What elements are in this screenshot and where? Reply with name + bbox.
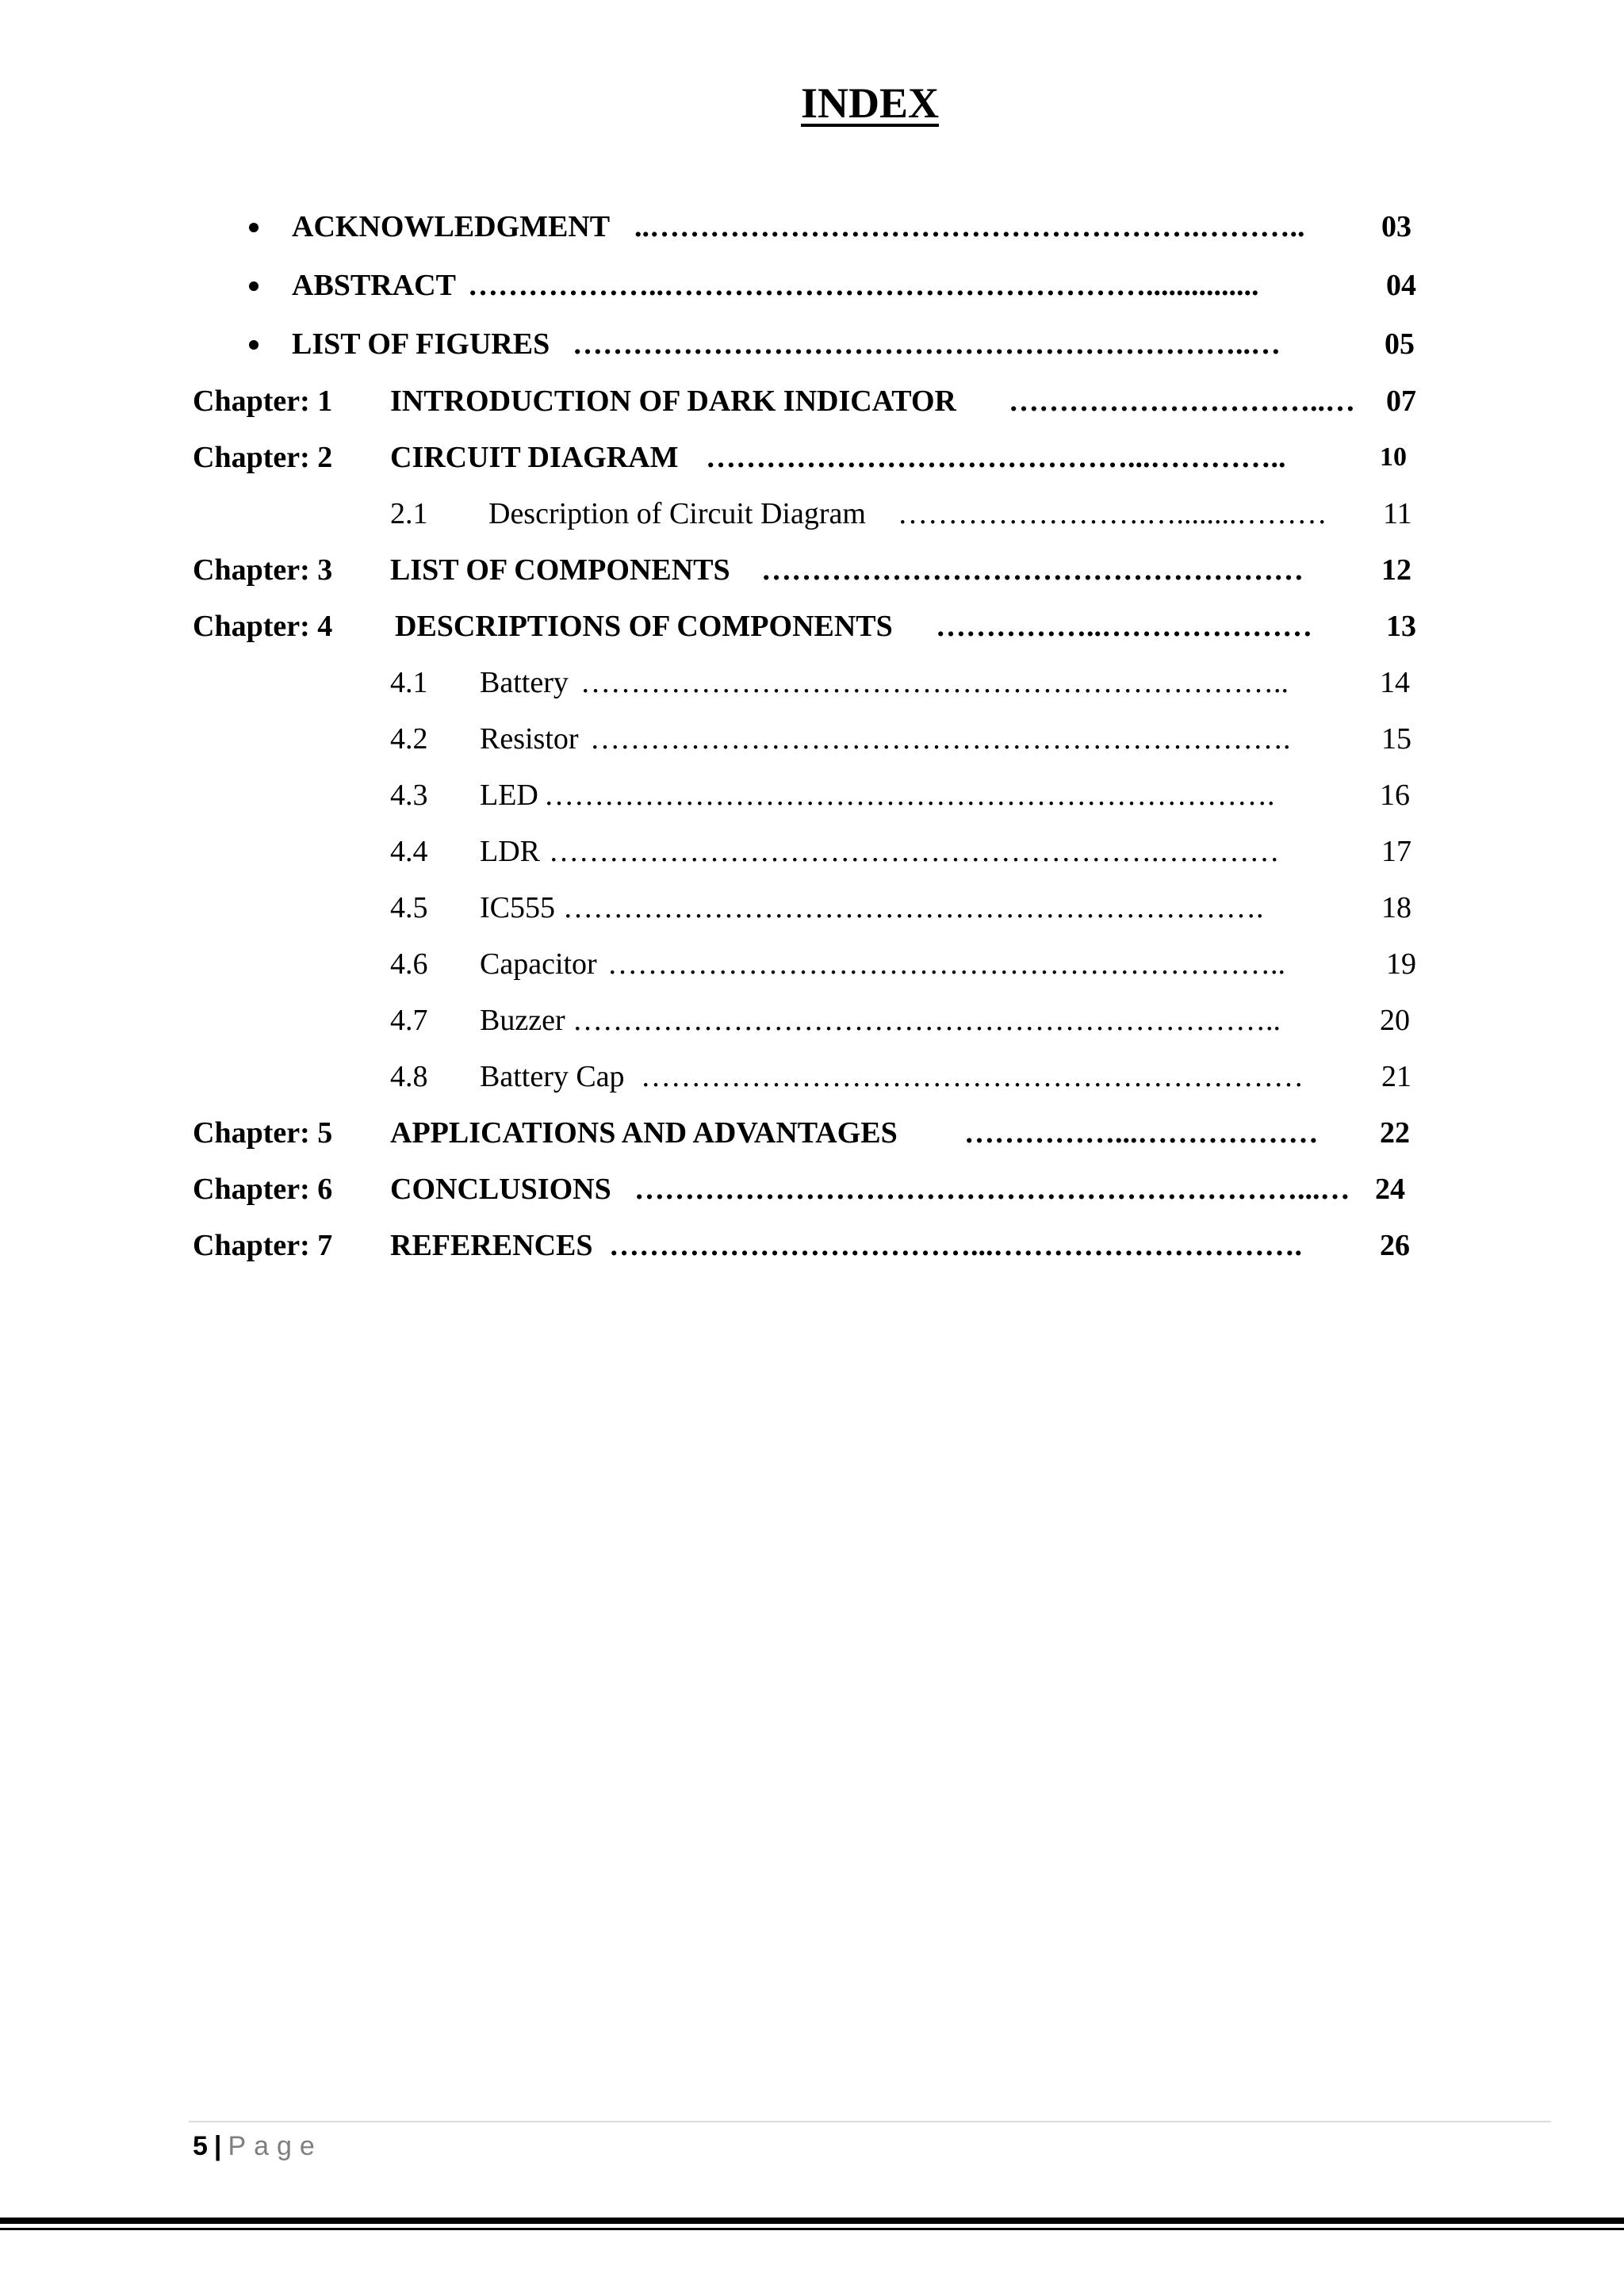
toc-label: Battery Cap bbox=[480, 1060, 625, 1093]
toc-chapter-7 bbox=[0, 1225, 1427, 1266]
toc-label: REFERENCES bbox=[390, 1229, 593, 1262]
toc-section-4-3 bbox=[0, 775, 1427, 816]
bullet-icon bbox=[249, 281, 259, 291]
toc-section-number: 4.8 bbox=[390, 1060, 428, 1093]
toc-label: LIST OF COMPONENTS bbox=[390, 553, 730, 587]
toc-page-number: 10 bbox=[1380, 442, 1407, 472]
toc-leader: ………………..…………………………………………............... bbox=[468, 269, 1259, 302]
toc-label: DESCRIPTIONS OF COMPONENTS bbox=[395, 610, 893, 643]
toc-page-number: 14 bbox=[1380, 666, 1410, 699]
toc-leader: …………………………………………………………...… bbox=[634, 1173, 1350, 1206]
toc-leader: ……………………………………………… bbox=[761, 553, 1304, 587]
toc-label: Buzzer bbox=[480, 1004, 565, 1037]
toc-label: IC555 bbox=[480, 891, 555, 924]
toc-bullet-abstract bbox=[0, 265, 1427, 306]
toc-chapter-number: Chapter: 7 bbox=[193, 1229, 333, 1262]
toc-section-4-5 bbox=[0, 887, 1427, 928]
toc-section-number: 4.6 bbox=[390, 947, 428, 981]
toc-chapter-4 bbox=[0, 606, 1427, 647]
toc-page-number: 11 bbox=[1383, 497, 1412, 530]
toc-section-number: 4.2 bbox=[390, 722, 428, 756]
footer-separator: | bbox=[213, 2131, 222, 2161]
toc-leader: …………………….…........……… bbox=[898, 497, 1327, 530]
toc-page-number: 22 bbox=[1380, 1116, 1410, 1150]
toc-page-number: 19 bbox=[1386, 947, 1416, 981]
toc-leader: ………………………………………………………………. bbox=[544, 779, 1275, 812]
toc-label: Battery bbox=[480, 666, 569, 699]
toc-leader: …………………………..… bbox=[1009, 385, 1355, 418]
footer-page-label: Page bbox=[228, 2131, 323, 2161]
bottom-border-thick bbox=[0, 2218, 1624, 2224]
toc-chapter-1 bbox=[0, 381, 1427, 422]
toc-leader: …………………………………………………….………… bbox=[549, 835, 1280, 868]
toc-page-number: 13 bbox=[1386, 610, 1416, 643]
toc-label: CIRCUIT DIAGRAM bbox=[390, 441, 679, 474]
toc-page-number: 26 bbox=[1380, 1229, 1410, 1262]
toc-section-number: 4.5 bbox=[390, 891, 428, 924]
toc-leader: ………………………………………………………….. bbox=[607, 947, 1285, 981]
toc-page-number: 18 bbox=[1381, 891, 1411, 924]
toc-section-4-2 bbox=[0, 718, 1427, 760]
toc-chapter-2 bbox=[0, 437, 1427, 478]
toc-leader: ……………………………………………………………. bbox=[590, 722, 1291, 756]
toc-section-number: 4.4 bbox=[390, 835, 428, 868]
toc-leader: ……………...……………… bbox=[964, 1116, 1319, 1150]
toc-section-number: 4.3 bbox=[390, 779, 428, 812]
toc-chapter-number: Chapter: 1 bbox=[193, 385, 333, 418]
toc-chapter-number: Chapter: 4 bbox=[193, 610, 333, 643]
toc-leader: …………………………………………………………….. bbox=[573, 1004, 1281, 1037]
toc-label: LDR bbox=[480, 835, 540, 868]
toc-label: LED bbox=[480, 779, 538, 812]
toc-section-4-4 bbox=[0, 831, 1427, 872]
toc-section-number: 4.7 bbox=[390, 1004, 428, 1037]
toc-label: CONCLUSIONS bbox=[390, 1173, 611, 1206]
toc-section-number: 2.1 bbox=[390, 497, 428, 530]
footer-page-number: 5 bbox=[193, 2131, 208, 2161]
footer-divider bbox=[189, 2121, 1551, 2122]
toc-chapter-number: Chapter: 6 bbox=[193, 1173, 333, 1206]
toc-leader: ……………………………………...………….. bbox=[706, 441, 1286, 474]
page-title: INDEX bbox=[800, 79, 940, 127]
toc-page-number: 05 bbox=[1385, 327, 1415, 361]
toc-label: ACKNOWLEDGMENT bbox=[292, 210, 611, 243]
toc-chapter-number: Chapter: 2 bbox=[193, 441, 333, 474]
toc-page-number: 17 bbox=[1381, 835, 1411, 868]
toc-label: Capacitor bbox=[480, 947, 597, 981]
toc-chapter-6 bbox=[0, 1169, 1427, 1210]
toc-chapter-5 bbox=[0, 1112, 1427, 1154]
bullet-icon bbox=[249, 223, 259, 232]
toc-chapter-3 bbox=[0, 549, 1427, 591]
toc-label: Description of Circuit Diagram bbox=[488, 497, 866, 530]
toc-label: LIST OF FIGURES bbox=[292, 327, 550, 361]
toc-section-number: 4.1 bbox=[390, 666, 428, 699]
toc-leader: ……………………………………………………………. bbox=[563, 891, 1264, 924]
toc-bullet-list-of-figures bbox=[0, 323, 1427, 365]
toc-page-number: 15 bbox=[1381, 722, 1411, 756]
toc-page-number: 03 bbox=[1381, 210, 1411, 243]
toc-section-4-1 bbox=[0, 662, 1427, 703]
toc-label: Resistor bbox=[480, 722, 579, 756]
toc-section-4-6 bbox=[0, 943, 1427, 985]
toc-section-4-7 bbox=[0, 1000, 1427, 1041]
toc-leader: ……………..………………… bbox=[936, 610, 1312, 643]
page-footer bbox=[193, 2128, 323, 2164]
toc-page-number: 20 bbox=[1380, 1004, 1410, 1037]
toc-label: ABSTRACT bbox=[292, 269, 456, 302]
toc-leader: ………………………………...…………………………. bbox=[609, 1229, 1302, 1262]
toc-chapter-number: Chapter: 3 bbox=[193, 553, 333, 587]
toc-leader: …………………………………………………………..… bbox=[573, 327, 1281, 361]
bottom-border-thin bbox=[0, 2228, 1624, 2230]
toc-leader: ………………………………………………………… bbox=[641, 1060, 1304, 1093]
toc-label: INTRODUCTION OF DARK INDICATOR bbox=[390, 385, 956, 418]
toc-page-number: 24 bbox=[1375, 1173, 1405, 1206]
toc-page-number: 07 bbox=[1386, 385, 1416, 418]
toc-page-number: 21 bbox=[1381, 1060, 1411, 1093]
toc-chapter-number: Chapter: 5 bbox=[193, 1116, 333, 1150]
toc-bullet-acknowledgment bbox=[0, 206, 1427, 247]
toc-page-number: 04 bbox=[1386, 269, 1416, 302]
toc-section-4-8 bbox=[0, 1056, 1427, 1097]
toc-leader: …………………………………………………………….. bbox=[580, 666, 1289, 699]
toc-page-number: 12 bbox=[1381, 553, 1411, 587]
toc-leader: ..……………………………………………….……….. bbox=[634, 210, 1305, 243]
toc-page-number: 16 bbox=[1380, 779, 1410, 812]
bullet-icon bbox=[249, 340, 259, 350]
toc-section-2-1 bbox=[0, 493, 1427, 534]
toc-label: APPLICATIONS AND ADVANTAGES bbox=[390, 1116, 898, 1150]
